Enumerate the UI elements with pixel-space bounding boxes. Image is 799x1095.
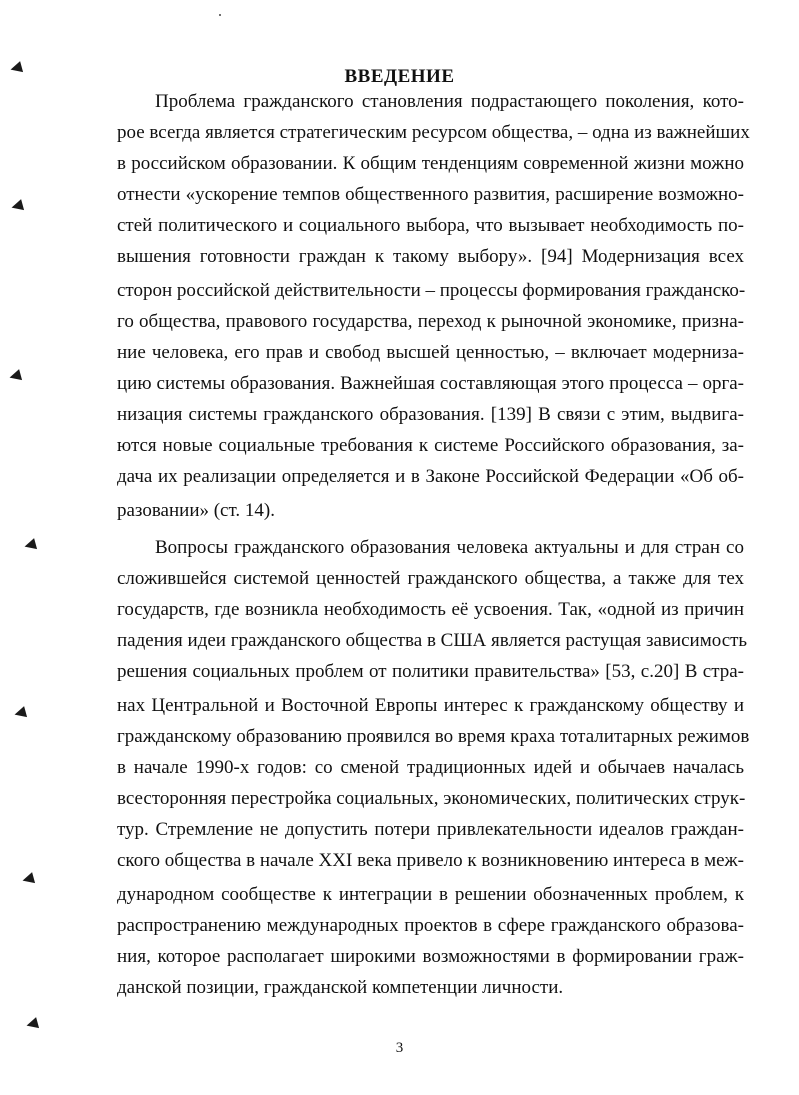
page-number: 3 [395,1040,404,1056]
text-line: стей политического и социального выбора, что вызывает необходимость по- [117,215,744,236]
text-line: сложившейся системой ценностей гражданского общества, а также для тех [117,568,744,589]
text-line: ются новые социальные требования к системе Российского образования, за- [117,435,744,456]
hole-punch-mark-icon: ◀ [23,1012,40,1034]
text-line: ского общества в начале XXI века привело к возникновению интереса в меж- [117,850,744,871]
text-line: решения социальных проблем от политики правительства» [53, с.20] В стра- [117,661,744,682]
text-line: в российском образовании. К общим тенденциям современной жизни можно [117,153,744,174]
hole-punch-mark-icon: ◀ [19,867,36,889]
text-line: рое всегда является стратегическим ресурсом общества, – одна из важнейших [117,122,750,143]
text-line: разовании» (ст. 14). [117,500,275,521]
hole-punch-mark-icon: ◀ [8,194,25,216]
section-heading: ВВЕДЕНИЕ [344,66,455,87]
text-line: Вопросы гражданского образования человека актуальны и для стран со [155,537,744,558]
text-line: государств, где возникла необходимость её усвоения. Так, «одной из причин [117,599,744,620]
text-line: отнести «ускорение темпов общественного развития, расширение возможно- [117,184,744,205]
hole-punch-mark-icon: ◀ [11,701,28,723]
text-line: сторон российской действительности – процессы формирования гражданско- [117,280,746,301]
scan-speck [219,14,221,16]
hole-punch-mark-icon: ◀ [21,533,38,555]
hole-punch-mark-icon: ◀ [6,364,23,386]
text-line: в начале 1990-х годов: со сменой традиционных идей и обычаев началась [117,757,744,778]
hole-punch-mark-icon: ◀ [7,56,24,78]
text-line: ние человека, его прав и свобод высшей ценностью, – включает модерниза- [117,342,744,363]
text-line: дача их реализации определяется и в Законе Российской Федерации «Об об- [117,466,744,487]
text-line: вышения готовности граждан к такому выбору». [94] Модернизация всех [117,246,744,267]
text-line: данской позиции, гражданской компетенции личности. [117,977,564,998]
text-line: падения идеи гражданского общества в США является растущая зависимость [117,630,748,651]
text-line: го общества, правового государства, переход к рыночной экономике, призна- [117,311,744,332]
text-line: нах Центральной и Восточной Европы интерес к гражданскому обществу и [117,695,744,716]
text-line: тур. Стремление не допустить потери привлекательности идеалов граждан- [117,819,744,840]
text-line: всесторонняя перестройка социальных, экономических, политических струк- [117,788,746,809]
text-line: гражданскому образованию проявился во время краха тоталитарных режимов [117,726,750,747]
text-line: низация системы гражданского образования. [139] В связи с этим, выдвига- [117,404,744,425]
text-line: распространению международных проектов в сфере гражданского образова- [117,915,744,936]
text-line: ния, которое располагает широкими возможностями в формировании граж- [117,946,744,967]
text-line: цию системы образования. Важнейшая составляющая этого процесса – орга- [117,373,744,394]
text-line: Проблема гражданского становления подрастающего поколения, кото- [155,91,744,112]
text-line: дународном сообществе к интеграции в решении обозначенных проблем, к [117,884,744,905]
